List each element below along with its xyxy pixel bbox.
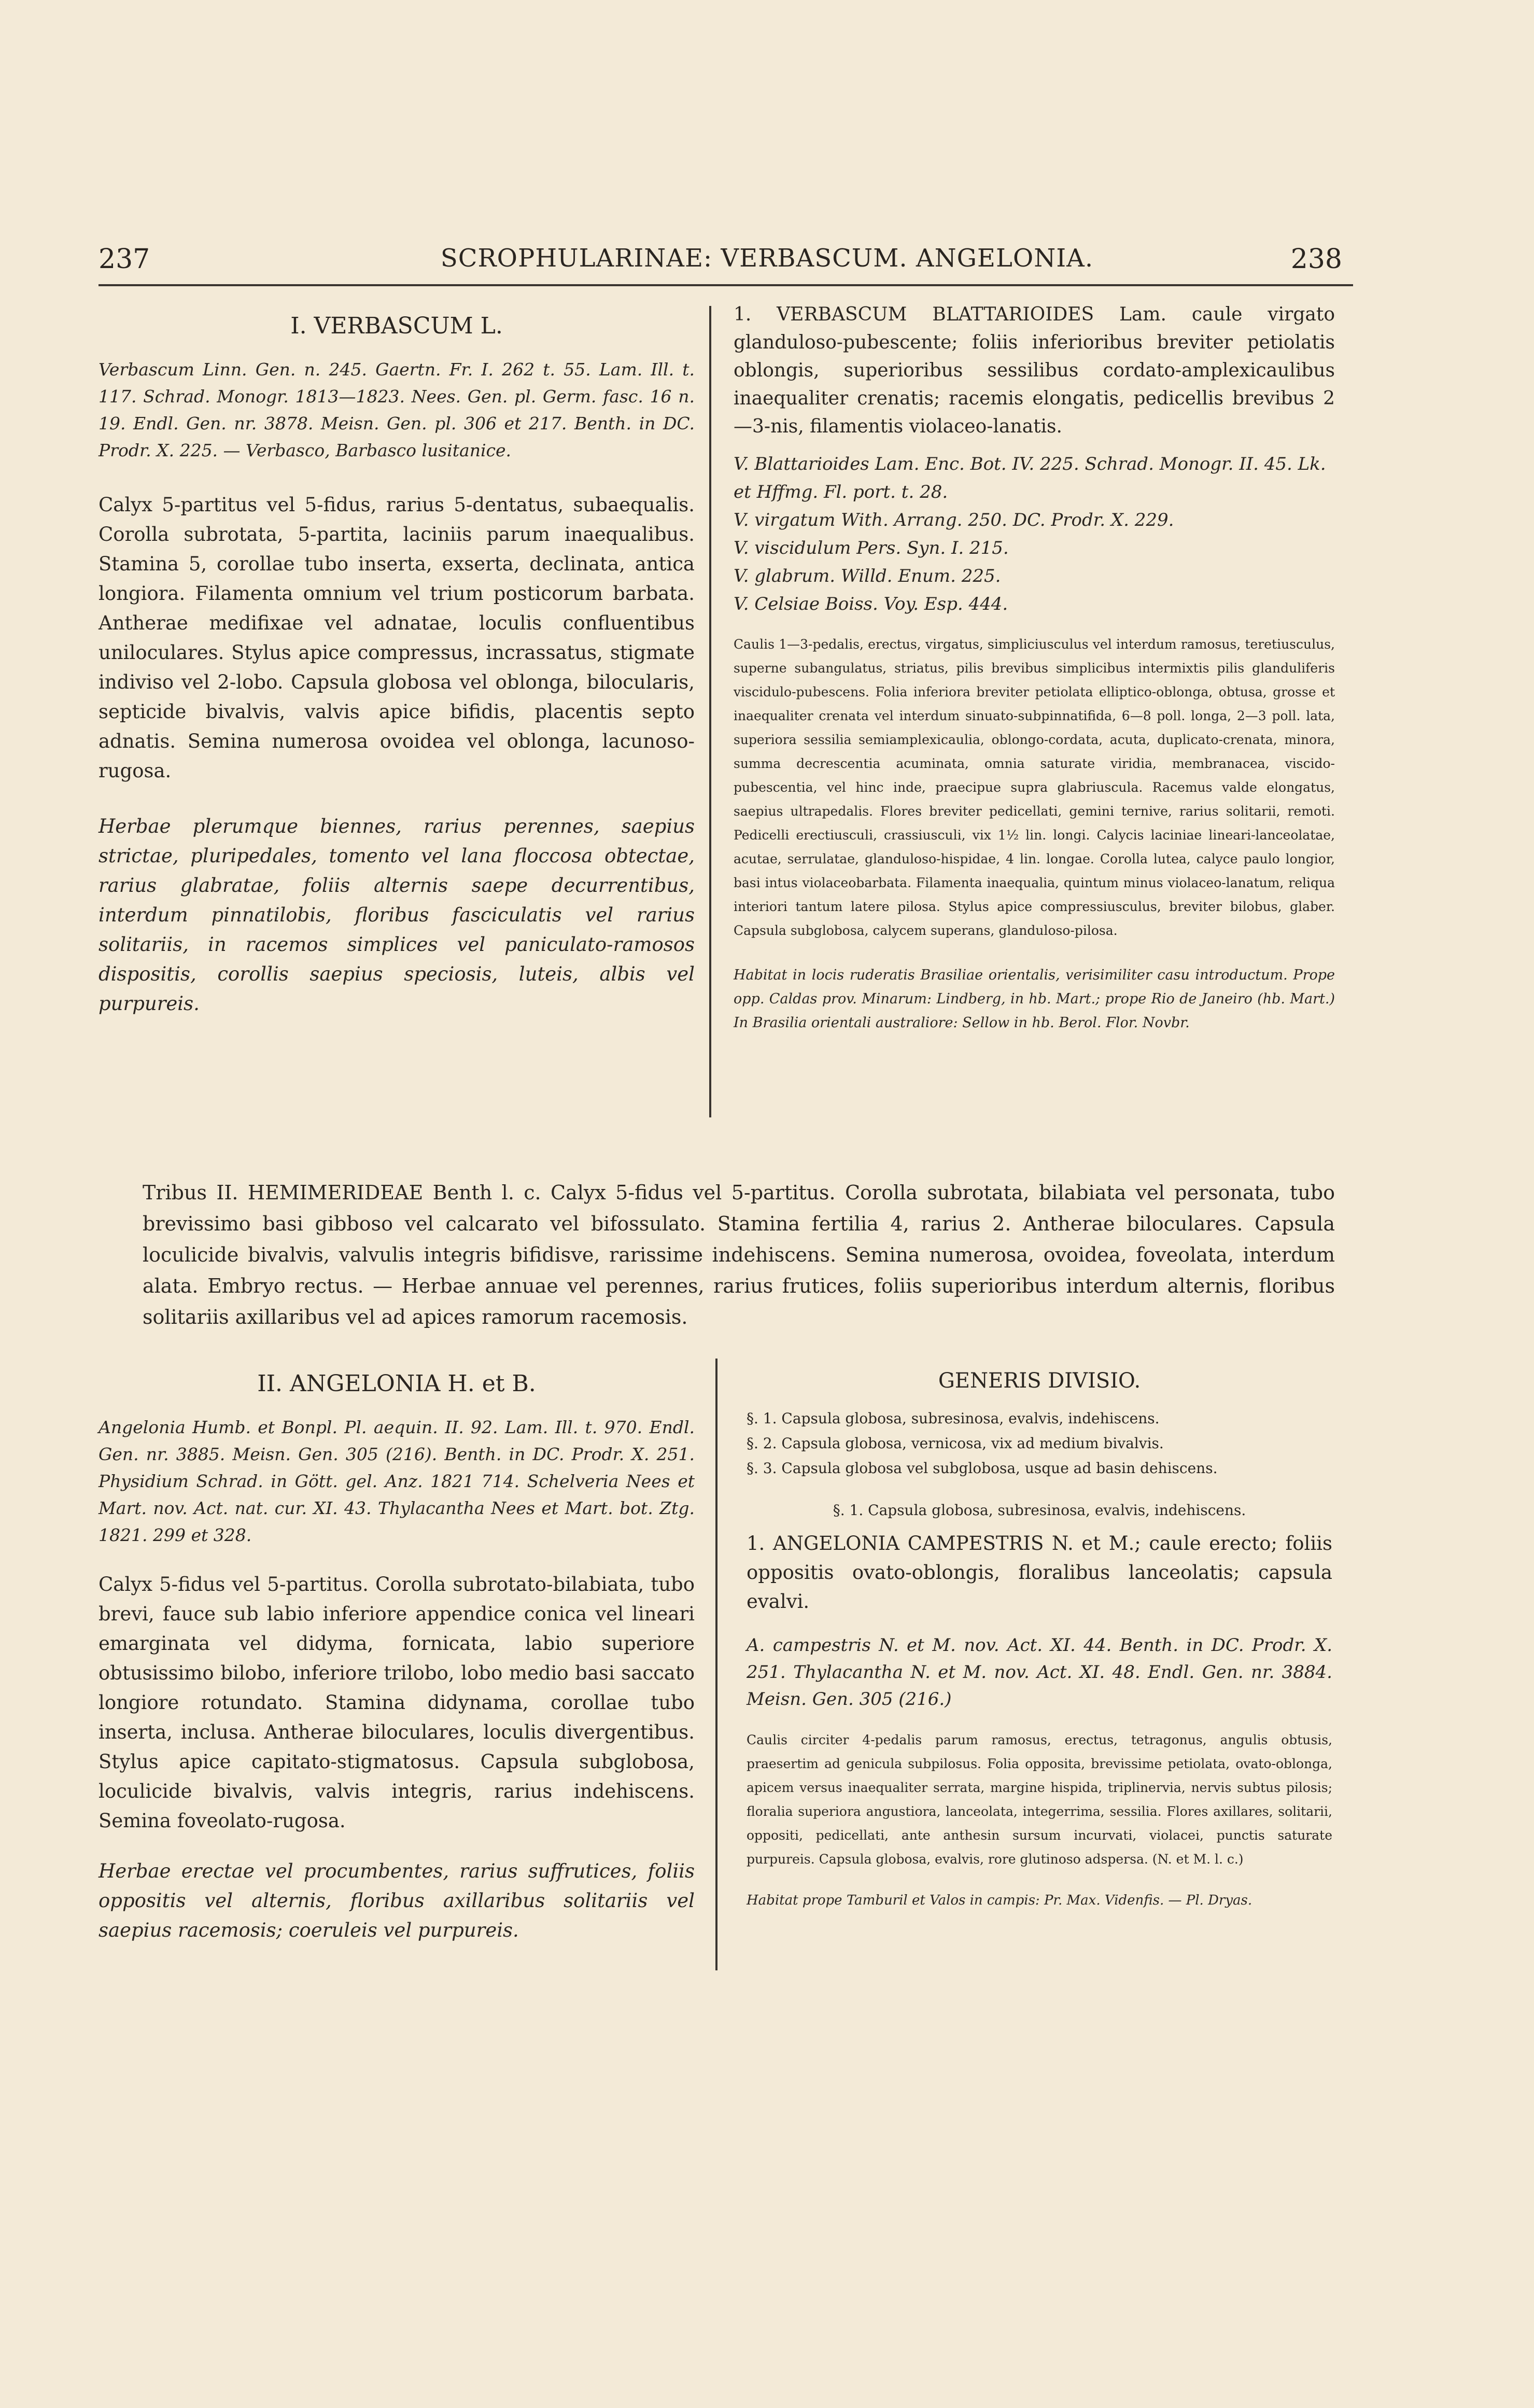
genus-angelonia — [98, 1369, 695, 1945]
divisio-list — [747, 1406, 1332, 1481]
column-divider-lower — [715, 1359, 717, 1970]
species-description: Caulis 1—3-pedalis, erectus, virgatus, simpliciusculus vel interdum ramosus, teretiusculus, superne subangulatus, striatus, pilis brevibus simplicibus intermixtis pilis glanduliferis viscidulo-pubescens. Folia inferiora breviter petiolata elliptico-oblonga, obtusa, grosse et inaequaliter crenata vel interdum sinuato-subpinnatifida, 6—8 poll. longa, 2—3 poll. lata, superiora sessilia semiamplexicaulia, oblongo-cordata, acuta, duplicato-crenata, minora, summa decrescentia acuminata, omnia saturate viridia, membranacea, viscido-pubescentia, vel hinc inde, praecipue supra glabriuscula. Racemus valde elongatus, saepius ultrapedalis. Flores breviter pedicellati, gemini ternive, rarius solitarii, remoti. Pedicelli erectiusculi, crassiusculi, vix 1½ lin. longi. Calycis laciniae lineari-lanceolatae, acutae, serrulatae, glanduloso-hispidae, 4 lin. longae. Corolla lutea, calyce paulo longior, basi intus violaceobarbata. Filamenta inaequalia, quintum minus violaceo-lanatum, reliqua interiori tantum latere pilosa. Stylus apice compressiusculus, breviter bilobus, glaber. Capsula subglobosa, calycem superans, glanduloso-pilosa. — [734, 637, 1335, 938]
species-synonyms — [734, 450, 1335, 618]
synonym-line: V. viscidulum Pers. Syn. I. 215. — [734, 538, 1009, 558]
divisio-item: §. 1. Capsula globosa, subresinosa, evalvis, indehiscens. — [747, 1410, 1160, 1427]
genus-synonymy: Angelonia Humb. et Bonpl. Pl. aequin. II. 92. Lam. Ill. t. 970. Endl. Gen. nr. 3885. Meisn. Gen. 305 (216). Benth. in DC. Prodr. X. 251. Physidium Schrad. in Gött. gel. Anz. 1821 714. Schelveria Nees et Mart. nov. Act. nat. cur. XI. 43. Thylacantha Nees et Mart. bot. Ztg. 1821. 299 et 328. — [98, 1417, 695, 1545]
right-page-number: 238 — [1290, 244, 1342, 275]
divisio-item: §. 2. Capsula globosa, vernicosa, vix ad medium bivalvis. — [747, 1435, 1164, 1452]
species-verbascum-blattarioides — [734, 301, 1335, 1035]
left-page-number: 237 — [98, 244, 150, 275]
synonym-line: V. Celsiae Boiss. Voy. Esp. 444. — [734, 594, 1008, 614]
genus-synonymy: Verbascum Linn. Gen. n. 245. Gaertn. Fr. I. 262 t. 55. Lam. Ill. t. 117. Schrad. Monogr. 1813—1823. Nees. Gen. pl. Germ. fasc. 16 n. 19. Endl. Gen. nr. 3878. Meisn. Gen. pl. 306 et 217. Benth. in DC. Prodr. X. 225. — Verbasco, Barbasco lusitanice. — [98, 359, 695, 460]
genus-description: Calyx 5-fidus vel 5-partitus. Corolla subrotato-bilabiata, tubo brevi, fauce sub labio inferiore appendice conica vel lineari emarginata vel didyma, fornicata, labio superiore obtusissimo bilobo, inferiore trilobo, lobo medio basi saccato longiore rotundato. Stamina didynama, corollae tubo inserta, inclusa. Antherae biloculares, loculis divergentibus. Stylus apice capitato-stigmatosus. Capsula subglobosa, loculicide bivalvis, valvis integris, rarius indehiscens. Semina foveolato-rugosa. — [98, 1573, 695, 1832]
species-synonyms: A. campestris N. et M. nov. Act. XI. 44. Benth. in DC. Prodr. X. 251. Thylacantha N. et M. nov. Act. XI. 48. Endl. Gen. nr. 3884. Meisn. Gen. 305 (216.) — [747, 1635, 1332, 1710]
genus-heading: I. VERBASCUM L. — [290, 313, 503, 339]
running-title: SCROPHULARINAE: VERBASCUM. ANGELONIA. — [440, 244, 1094, 273]
divisio-item: §. 3. Capsula globosa vel subglobosa, usque ad basin dehiscens. — [747, 1460, 1218, 1477]
genus-description: Calyx 5-partitus vel 5-fidus, rarius 5-dentatus, subaequalis. Corolla subrotata, 5-partita, laciniis parum inaequalibus. Stamina 5, corollae tubo inserta, exserta, declinata, antica longiora. Filamenta omnium vel trium posticorum barbata. Antherae medifixae vel adnatae, loculis confluentibus uniloculares. Stylus apice compressus, incrassatus, stigmate indiviso vel 2-lobo. Capsula globosa vel oblonga, bilocularis, septicide bivalvis, valvis apice bifidis, placentis septo adnatis. Semina numerosa ovoidea vel oblonga, lacunoso-rugosa. — [98, 494, 695, 782]
genus-habit: Herbae plerumque biennes, rarius perennes, saepius strictae, pluripedales, tomento vel lana floccosa obtectae, rarius glabratae, foliis alternis saepe decurrentibus, interdum pinnatilobis, floribus fasciculatis vel rarius solitariis, in racemos simplices vel paniculato-ramosos dispositis, corollis saepius speciosis, luteis, albis vel purpureis. — [98, 815, 695, 1015]
species-title: 1. ANGELONIA CAMPESTRIS N. et M.; caule erecto; foliis oppositis ovato-oblongis, floralibus lanceolatis; capsula evalvi. — [747, 1532, 1332, 1613]
divisio-heading: GENERIS DIVISIO. — [938, 1369, 1141, 1393]
synonym-line: V. Blattarioides Lam. Enc. Bot. IV. 225. Schrad. Monogr. II. 45. Lk. et Hffmg. Fl. port. t. 28. — [734, 454, 1326, 502]
synonym-line: V. virgatum With. Arrang. 250. DC. Prodr. X. 229. — [734, 510, 1174, 530]
synonym-line: V. glabrum. Willd. Enum. 225. — [734, 566, 1001, 586]
tribe-hemimerideae: Tribus II. HEMIMERIDEAE Benth l. c. Calyx 5-fidus vel 5-partitus. Corolla subrotata, bilabiata vel personata, tubo brevissimo basi gibboso vel calcarato vel bifossulato. Stamina fertilia 4, rarius 2. Antherae biloculares. Capsula loculicide bivalvis, valvulis integris bifidisve, rarissime indehiscens. Semina numerosa, ovoidea, foveolata, interdum alata. Embryo rectus. — Herbae annuae vel perennes, rarius frutices, foliis superioribus interdum alternis, floribus solitariis axillaribus vel ad apices ramorum racemosis. — [143, 1181, 1335, 1328]
genus-heading: II. ANGELONIA H. et B. — [257, 1370, 536, 1397]
species-habitat: Habitat in locis ruderatis Brasiliae orientalis, verisimiliter casu introductum. Prope opp. Caldas prov. Minarum: Lindberg, in hb. Mart.; prope Rio de Janeiro (hb. Mart.) In Brasilia orientali australiore: Sellow in hb. Berol. Flor. Novbr. — [734, 967, 1335, 1031]
species-title: 1. VERBASCUM BLATTARIOIDES Lam. caule virgato glanduloso-pubescente; foliis inferioribus breviter petiolatis oblongis, superioribus sessilibus cordato-amplexicaulibus inaequaliter crenatis; racemis elongatis, pedicellis brevibus 2—3-nis, filamentis violaceo-lanatis. — [734, 304, 1335, 437]
species-habitat: Habitat prope Tamburil et Valos in campis: Pr. Max. Videnfis. — Pl. Dryas. — [747, 1893, 1252, 1908]
genus-habit: Herbae erectae vel procumbentes, rarius suffrutices, foliis oppositis vel alternis, floribus axillaribus solitariis vel saepius racemosis; coeruleis vel purpureis. — [98, 1860, 695, 1941]
species-description: Caulis circiter 4-pedalis parum ramosus, erectus, tetragonus, angulis obtusis, praesertim ad genicula subpilosus. Folia opposita, brevissime petiolata, ovato-oblonga, apicem versus inaequaliter serrata, margine hispida, triplinervia, nervis subtus pilosis; floralia superiora angustiora, lanceolata, integerrima, sessilia. Flores axillares, solitarii, oppositi, pedicellati, ante anthesin sursum incurvati, violacei, punctis saturate purpureis. Capsula globosa, evalvis, rore glutinoso adspersa. (N. et M. l. c.) — [747, 1732, 1332, 1867]
generis-divisio — [747, 1369, 1332, 1912]
genus-verbascum — [98, 311, 695, 1018]
header-rule — [98, 284, 1353, 286]
section-heading: §. 1. Capsula globosa, subresinosa, evalvis, indehiscens. — [833, 1502, 1246, 1519]
column-divider-upper — [709, 306, 711, 1117]
